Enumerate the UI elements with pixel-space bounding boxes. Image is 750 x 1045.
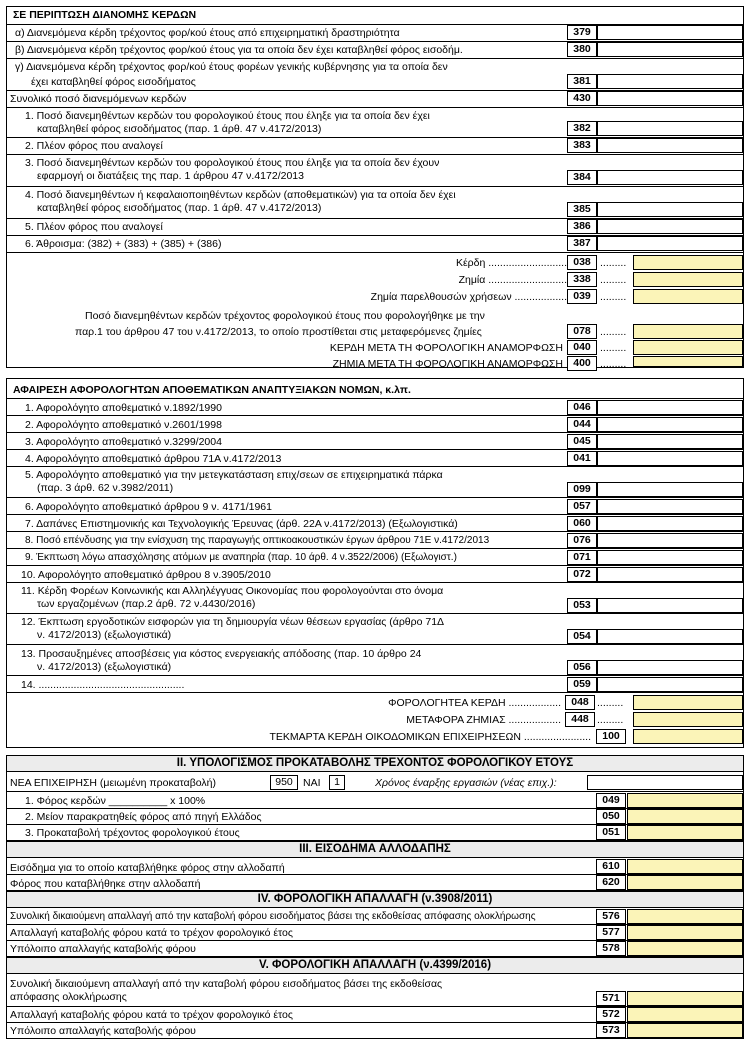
code-448: 448 [565,712,595,727]
label-taxable-profit: ΦΟΡΟΛΟΓΗΤΕΑ ΚΕΡΔΗ .................. [388,697,561,709]
yes-checkbox[interactable]: 1 [329,775,345,790]
reserve-row: 6. Αφορολόγητο αποθεματικό άρθρου 9 ν. 4171/1961 [25,501,272,513]
row-577: Απαλλαγή καταβολής φόρου κατά το τρέχον φορολογικό έτος [10,927,293,939]
field-100[interactable] [633,729,743,744]
code-050: 050 [596,809,626,824]
code-057: 057 [567,499,597,514]
reserve-row: 3. Αφορολόγητο αποθεματικό ν.3299/2004 [25,436,222,448]
field-039[interactable] [633,289,743,304]
row-382: 1. Ποσό διανεμηθέντων κερδών του φορολογικού έτους που έληξε για τα οποία δεν έχει [25,110,430,122]
reserve-row: 2. Αφορολόγητο αποθεματικό ν.2601/1998 [25,419,222,431]
field-380[interactable] [597,42,743,57]
code-072: 072 [567,567,597,582]
code-071: 071 [567,550,597,565]
code-572: 572 [596,1007,626,1022]
reserve-row: 4. Αφορολόγητο αποθεματικό άρθρου 71Α ν.4172/2013 [25,453,282,465]
label-loss-carry: ΜΕΤΑΦΟΡΑ ΖΗΜΙΑΣ .................. [406,714,561,726]
field-044[interactable] [597,417,743,432]
field-610[interactable] [627,859,743,874]
field-576[interactable] [627,909,743,924]
field-072[interactable] [597,567,743,582]
field-386[interactable] [597,219,743,234]
field-620[interactable] [627,875,743,890]
row-571: Συνολική δικαιούμενη απαλλαγή από την καταβολή φόρου εισοδήματος βάσει της εκδοθείσας [10,978,443,990]
field-571[interactable] [627,991,743,1006]
code-049: 049 [596,793,626,808]
section-tax-free-reserves: ΑΦΑΙΡΕΣΗ ΑΦΟΡΟΛΟΓΗΤΩΝ ΑΠΟΘΕΜΑΤΙΚΩΝ ΑΝΑΠΤΥΞΙΑΚΩΝ ΝΟΜΩΝ, κ.λπ. 1. Αφορολόγητο αποθεματικό ν.1892/1990 046 2. Αφορολόγητο αποθεματικό ν.2601/1998 044 3. Αφορολόγητο αποθεματικό ν.3299/2004 045 4. Αφορολόγητο αποθεματικό άρθρου 71Α ν.4172/2013 041 5. Αφορολόγητο αποθεματικό για την μετεγκατάσταση επιχ/σεων σε επιχειρηματικά πάρκα (παρ. 3 άρθ. 62 ν.3982/2011) 099 6. Αφορολόγητο αποθεματικό άρθρου 9 ν. 4171/1961 057 7. Δαπάνες Επιστημονικής και Τεχνολογικής Έρευνας (άρθ. 22Α ν.4172/2013) (Εξωλογιστικά) 060 8. Ποσό επένδυσης για την ενίσχυση της παραγωγής οπτικοακουστικών έργων άρθρου 71Ε ν.4172/2013 076 9. Έκπτωση λόγω απασχόλησης ατόμων με αναπηρία (παρ. 10 άρθ. 4 ν.3522/2006) (Εξωλογιστ.) 071 10. Αφορολόγητο αποθεματικό άρθρου 8 ν.3905/2010 072 11. Κέρδη Φορέων Κοινωνικής και Αλληλέγγυας Οικονομίας που φορολογούνται στο όνομα των εργαζομένων (παρ.2 άρθ. 72 ν.4430/2016) 053 12. Έκπτωση εργοδοτικών εισφορών για τη δημιουργία νέων θέσεων εργασίας (άρθρο 71Δ ν. 4172/2013) (εξωλογιστικά) 054 13. Προσαυξημένες αποσβέσεις για κόστος ενεργειακής απόδοσης (παρ. 10 άρθρο 24 ν. 4172/2013) (εξωλογιστικά) 056 14. .................................................. 059 ΦΟΡΟΛΟΓΗΤΕΑ ΚΕΡΔΗ .................. 048 ......... ΜΕΤΑΦΟΡΑ ΖΗΜΙΑΣ .................. 448 ......... ΤΕΚΜΑΡΤΑ ΚΕΡΔΗ ΟΙΚΟΔΟΜΙΚΩΝ ΕΠΙΧΕΙΡΗΣΕΩΝ ....................... 100 [6,378,744,748]
field-338[interactable] [633,272,743,287]
reserve-row: 12. Έκπτωση εργοδοτικών εισφορών για τη δημιουργία νέων θέσεων εργασίας (άρθρο 71Δ [21,616,445,628]
code-577: 577 [596,925,626,940]
code-387: 387 [567,236,597,251]
field-381[interactable] [597,74,743,89]
field-385[interactable] [597,202,743,217]
row-576: Συνολική δικαιούμενη απαλλαγή από την καταβολή φόρου εισοδήματος βάσει της εκδοθείσας απόφασης ολοκλήρωσης [10,911,536,922]
code-051: 051 [596,825,626,840]
row-gamma: γ) Διανεμόμενα κέρδη τρέχοντος φορ/κού έτους φορέων γενικής κυβέρνησης για τα οποία δεν [15,61,448,73]
code-382: 382 [567,121,597,136]
field-382[interactable] [597,121,743,136]
section-title: ΙV. ΦΟΡΟΛΟΓΙΚΗ ΑΠΑΛΛΑΓΗ (ν.3908/2011) [6,891,744,908]
code-054: 054 [567,629,597,644]
field-573[interactable] [627,1023,743,1038]
field-050[interactable] [627,809,743,824]
reserve-row: 14. .................................................. [21,679,185,691]
code-950: 950 [270,775,298,790]
code-041: 041 [567,451,597,466]
reserve-row: 13. Προσαυξημένες αποσβέσεις για κόστος ενεργειακής απόδοσης (παρ. 10 άρθρο 24 [21,648,422,660]
row-gamma-2: έχει καταβληθεί φόρος εισοδήματος [31,76,196,88]
row-051: 3. Προκαταβολή τρέχοντος φορολογικού έτους [25,827,240,839]
row-387: 6. Άθροισμα: (382) + (383) + (385) + (386) [25,238,222,250]
code-400: 400 [567,356,597,371]
row-385: 4. Ποσό διανεμηθέντων ή κεφαλαιοποιηθέντων κερδών (αποθεματικών) για τα οποία δεν έχει [25,189,456,201]
row-050: 2. Μείον παρακρατηθείς φόρος από πηγή Ελλάδος [25,811,262,823]
yes-label: ΝΑΙ [303,777,321,789]
section-foreign-income [6,841,744,891]
row-386: 5. Πλέον φόρος που αναλογεί [25,221,163,233]
code-056: 056 [567,660,597,675]
field-046[interactable] [597,400,743,415]
field-071[interactable] [597,550,743,565]
section-title: ΑΦΑΙΡΕΣΗ ΑΦΟΡΟΛΟΓΗΤΩΝ ΑΠΟΘΕΜΑΤΙΚΩΝ ΑΝΑΠΤΥΞΙΑΚΩΝ ΝΟΜΩΝ, κ.λπ. [13,384,411,396]
code-044: 044 [567,417,597,432]
reserve-row: 1. Αφορολόγητο αποθεματικό ν.1892/1990 [25,402,222,414]
code-573: 573 [596,1023,626,1038]
row-383: 2. Πλέον φόρος που αναλογεί [25,140,163,152]
code-380: 380 [567,42,597,57]
field-387[interactable] [597,236,743,251]
row-total: Συνολικό ποσό διανεμόμενων κερδών [10,93,187,105]
code-099: 099 [567,482,597,497]
field-060[interactable] [597,516,743,531]
row-620: Φόρος που καταβλήθηκε στην αλλοδαπή [10,878,201,890]
field-040[interactable] [633,340,743,355]
code-039: 039 [567,289,597,304]
code-076: 076 [567,533,597,548]
label-loss: Ζημία ........................... [458,274,567,286]
section-title: ΙΙ. ΥΠΟΛΟΓΙΣΜΟΣ ΠΡΟΚΑΤΑΒΟΛΗΣ ΤΡΕΧΟΝΤΟΣ ΦΟΡΟΛΟΓΙΚΟΥ ΕΤΟΥΣ [6,755,744,772]
reserve-row: 5. Αφορολόγητο αποθεματικό για την μετεγκατάσταση επιχ/σεων σε επιχειρηματικά πάρκα [25,469,443,481]
field-577[interactable] [627,925,743,940]
field-041[interactable] [597,451,743,466]
row-573: Υπόλοιπο απαλλαγής καταβολής φόρου [10,1025,196,1037]
field-053[interactable] [597,598,743,613]
code-385: 385 [567,202,597,217]
code-059: 059 [567,677,597,692]
reserve-row: 11. Κέρδη Φορέων Κοινωνικής και Αλληλέγγυας Οικονομίας που φορολογούνται στο όνομα [21,585,444,597]
row-078: Ποσό διανεμηθέντων κερδών τρέχοντος φορολογικού έτους που φορολογήθηκε με την [85,310,485,322]
row-alpha: α) Διανεμόμενα κέρδη τρέχοντος φορ/κού έτους από επιχειρηματική δραστηριότητα [15,27,400,39]
code-610: 610 [596,859,626,874]
label-profit: Κέρδη ........................... [455,257,567,269]
code-045: 045 [567,434,597,449]
field-572[interactable] [627,1007,743,1022]
field-038[interactable] [633,255,743,270]
field-430[interactable] [597,91,743,106]
code-060: 060 [567,516,597,531]
section-exemption-4399: V. ΦΟΡΟΛΟΓΙΚΗ ΑΠΑΛΛΑΓΗ (ν.4399/2016) Συνολική δικαιούμενη απαλλαγή από την καταβολή φόρου εισοδήματος βάσει της εκδοθείσας απόφασης ολοκλήρωσης 571 Απαλλαγή καταβολής φόρου κατά το τρέχον φορολογικό έτος 572 Υπόλοιπο απαλλαγής καταβολής φόρου 573 [6,957,744,1039]
section-title: V. ΦΟΡΟΛΟΓΙΚΗ ΑΠΑΛΛΑΓΗ (ν.4399/2016) [6,957,744,974]
row-578: Υπόλοιπο απαλλαγής καταβολής φόρου [10,943,196,955]
field-379[interactable] [597,25,743,40]
code-571: 571 [596,991,626,1006]
section-title: ΙΙΙ. ΕΙΣΟΔΗΜΑ ΑΛΛΟΔΑΠΗΣ [6,841,744,858]
code-578: 578 [596,941,626,956]
code-379: 379 [567,25,597,40]
field-383[interactable] [597,138,743,153]
code-620: 620 [596,875,626,890]
section-title: ΣΕ ΠΕΡΙΠΤΩΣΗ ΔΙΑΝΟΜΗΣ ΚΕΡΔΩΝ [13,9,197,21]
code-048: 048 [565,695,595,710]
field-048[interactable] [633,695,743,710]
label-presumed-profit: ΤΕΚΜΑΡΤΑ ΚΕΡΔΗ ΟΙΚΟΔΟΜΙΚΩΝ ΕΠΙΧΕΙΡΗΣΕΩΝ ....................... [269,731,591,743]
field-076[interactable] [597,533,743,548]
label-new-business: ΝΕΑ ΕΠΙΧΕΙΡΗΣΗ (μειωμένη προκαταβολή) [10,777,217,789]
field-099[interactable] [597,482,743,497]
code-053: 053 [567,598,597,613]
row-572: Απαλλαγή καταβολής φόρου κατά το τρέχον φορολογικό έτος [10,1009,293,1021]
row-beta: β) Διανεμόμενα κέρδη τρέχοντος φορ/κού έτους για τα οποία δεν έχει καταβληθεί φόρος εισοδήμ. [15,44,463,56]
field-384[interactable] [597,170,743,185]
field-045[interactable] [597,434,743,449]
row-049: 1. Φόρος κερδών __________ x 100% [25,795,206,807]
code-078: 078 [567,324,597,339]
field-057[interactable] [597,499,743,514]
label-profit-after: ΚΕΡΔΗ ΜΕΤΑ ΤΗ ΦΟΡΟΛΟΓΙΚΗ ΑΝΑΜΟΡΦΩΣΗ [329,342,563,354]
field-448[interactable] [633,712,743,727]
row-610: Εισόδημα για το οποίο καταβλήθηκε φόρος στην αλλοδαπή [10,862,285,874]
field-start-date[interactable] [587,775,743,790]
reserve-row: 9. Έκπτωση λόγω απασχόλησης ατόμων με αναπηρία (παρ. 10 άρθ. 4 ν.3522/2006) (Εξωλογιστ.) [25,552,457,563]
code-383: 383 [567,138,597,153]
field-578[interactable] [627,941,743,956]
code-338: 338 [567,272,597,287]
label-prev-loss: Ζημία παρελθουσών χρήσεων .................. [370,291,567,303]
code-576: 576 [596,909,626,924]
row-384: 3. Ποσό διανεμηθέντων κερδών του φορολογικού έτους που έληξε για τα οποία δεν έχουν [25,157,440,169]
code-100: 100 [596,729,626,744]
section-exemption-3908 [6,891,744,957]
code-038: 038 [567,255,597,270]
reserve-row: 7. Δαπάνες Επιστημονικής και Τεχνολογικής Έρευνας (άρθ. 22Α ν.4172/2013) (Εξωλογιστικά) [25,518,458,530]
code-384: 384 [567,170,597,185]
code-381: 381 [567,74,597,89]
section-prepayment [6,755,744,841]
reserve-row: 10. Αφορολόγητο αποθεματικό άρθρου 8 ν.3905/2010 [21,569,271,581]
section-profit-distribution: ΣΕ ΠΕΡΙΠΤΩΣΗ ΔΙΑΝΟΜΗΣ ΚΕΡΔΩΝ α) Διανεμόμενα κέρδη τρέχοντος φορ/κού έτους από επιχειρηματική δραστηριότητα 379 β) Διανεμόμενα κέρδη τρέχοντος φορ/κού έτους για τα οποία δεν έχει καταβληθεί φόρος εισοδήμ. 380 γ) Διανεμόμενα κέρδη τρέχοντος φορ/κού έτους φορέων γενικής κυβέρνησης για τα οποία δεν έχει καταβληθεί φόρος εισοδήματος 381 Συνολικό ποσό διανεμόμενων κερδών 430 1. Ποσό διανεμηθέντων κερδών του φορολογικού έτους που έληξε για τα οποία δεν έχει καταβληθεί φόρος εισοδήματος (παρ. 1 άρθ. 47 ν.4172/2013) 382 2. Πλέον φόρος που αναλογεί 383 3. Ποσό διανεμηθέντων κερδών του φορολογικού έτους που έληξε για τα οποία δεν έχουν εφαρμογή οι διατάξεις της παρ. 1 άρθρου 47 ν.4172/2013 384 4. Ποσό διανεμηθέντων ή κεφαλαιοποιηθέντων κερδών (αποθεματικών) για τα οποία δεν έχει καταβληθεί φόρος εισοδήματος (παρ. 1 άρθ. 47 ν.4172/2013) 385 5. Πλέον φόρος που αναλογεί 386 6. Άθροισμα: (382) + (383) + (385) + (386) 387 Κέρδη ........................... 038 ......... Ζημία ........................... 338 ......... Ζημία παρελθουσών χρήσεων .................. 039 ......... Ποσό διανεμηθέντων κερδών τρέχοντος φορολογικού έτους που φορολογήθηκε με την παρ.1 του άρθρου 47 του ν.4172/2013, το οποίο προστίθεται στις μεταφερόμενες ζημίες 078 ......... ΚΕΡΔΗ ΜΕΤΑ ΤΗ ΦΟΡΟΛΟΓΙΚΗ ΑΝΑΜΟΡΦΩΣΗ 040 ......... ΖΗΜΙΑ ΜΕΤΑ ΤΗ ΦΟΡΟΛΟΓΙΚΗ ΑΝΑΜΟΡΦΩΣΗ 400 ......... [6,6,744,368]
field-049[interactable] [627,793,743,808]
field-078[interactable] [633,324,743,339]
label-start-date: Χρόνος έναρξης εργασιών (νέας επιχ.): [375,777,557,789]
code-040: 040 [567,340,597,355]
reserve-row: 8. Ποσό επένδυσης για την ενίσχυση της παραγωγής οπτικοακουστικών έργων άρθρου 71Ε ν.4172/2013 [25,535,490,546]
code-386: 386 [567,219,597,234]
field-056[interactable] [597,660,743,675]
code-430: 430 [567,91,597,106]
field-051[interactable] [627,825,743,840]
field-059[interactable] [597,677,743,692]
field-400[interactable] [633,356,743,367]
label-loss-after: ΖΗΜΙΑ ΜΕΤΑ ΤΗ ΦΟΡΟΛΟΓΙΚΗ ΑΝΑΜΟΡΦΩΣΗ [332,358,563,370]
field-054[interactable] [597,629,743,644]
code-046: 046 [567,400,597,415]
